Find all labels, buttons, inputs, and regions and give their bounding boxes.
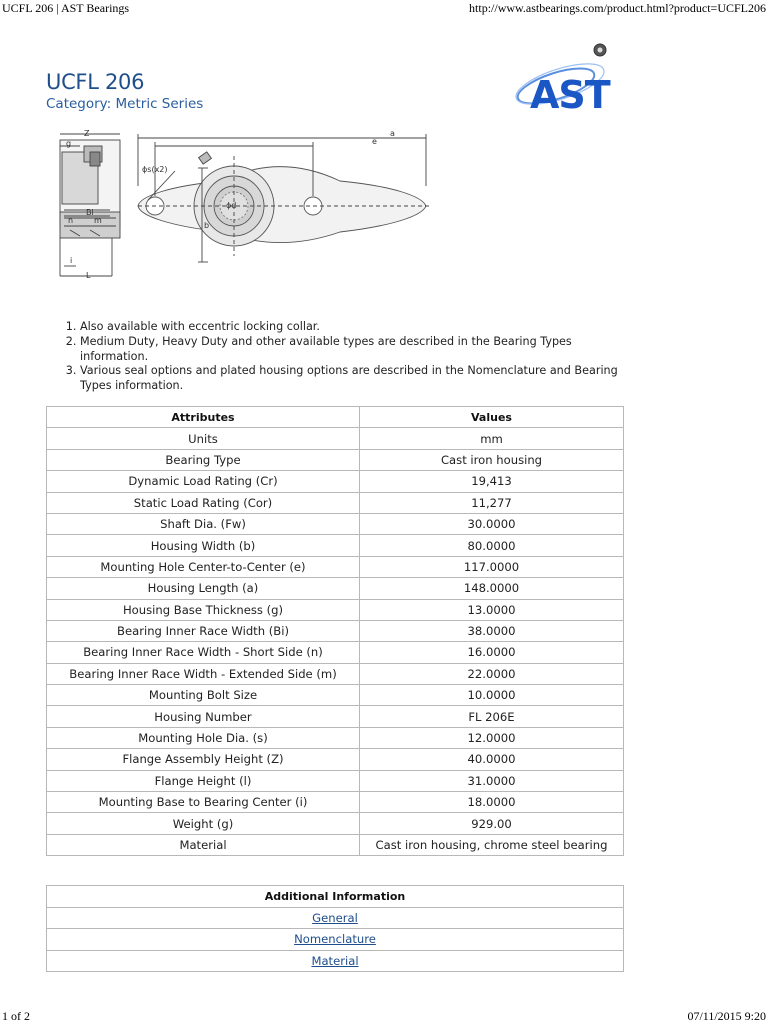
print-header (0, 0, 768, 16)
table-row (47, 449, 624, 470)
svg-text:e: e (372, 137, 377, 146)
table-row (47, 492, 624, 513)
print-footer (0, 1008, 768, 1024)
attribute-name: Mounting Bolt Size (47, 685, 360, 706)
logo-text: AST (530, 73, 610, 114)
attribute-name: Mounting Hole Center-to-Center (e) (47, 556, 360, 577)
svg-text:Z: Z (84, 129, 90, 138)
table-row (47, 950, 624, 972)
link-material[interactable]: Material (311, 953, 359, 968)
attribute-name: Bearing Inner Race Width - Extended Side (m) (47, 663, 360, 684)
attribute-value: 18.0000 (360, 792, 624, 813)
attribute-name: Bearing Inner Race Width (Bi) (47, 620, 360, 641)
table-row (47, 663, 624, 684)
attribute-value: 11,277 (360, 492, 624, 513)
attribute-name: Mounting Base to Bearing Center (i) (47, 792, 360, 813)
table-row (47, 706, 624, 727)
table-row (47, 685, 624, 706)
table-row (47, 428, 624, 449)
svg-text:ϕd: ϕd (226, 201, 237, 210)
attribute-value: Cast iron housing (360, 449, 624, 470)
attribute-value: 16.0000 (360, 642, 624, 663)
attribute-name: Static Load Rating (Cor) (47, 492, 360, 513)
attribute-value: 38.0000 (360, 620, 624, 641)
print-header-url: http://www.astbearings.com/product.html?product=UCFL206 (469, 1, 766, 15)
table-row (47, 578, 624, 599)
svg-text:n: n (68, 216, 74, 225)
table-row (47, 556, 624, 577)
attribute-name: Housing Base Thickness (g) (47, 599, 360, 620)
attribute-value: 148.0000 (360, 578, 624, 599)
attribute-value: 19,413 (360, 471, 624, 492)
table-row (47, 642, 624, 663)
attribute-value: FL 206E (360, 706, 624, 727)
ast-logo-icon (512, 40, 618, 114)
table-row (47, 599, 624, 620)
table-row (47, 471, 624, 492)
table-row (47, 513, 624, 534)
attribute-value: mm (360, 428, 624, 449)
table-header-row (47, 886, 624, 908)
attribute-value: 40.0000 (360, 749, 624, 770)
link-nomenclature[interactable]: Nomenclature (294, 932, 376, 947)
product-category: Category: Metric Series (46, 96, 204, 112)
table-row (47, 535, 624, 556)
attribute-name: Bearing Inner Race Width - Short Side (n) (47, 642, 360, 663)
svg-text:L: L (86, 271, 91, 280)
additional-info-table (46, 885, 624, 972)
table-row (47, 620, 624, 641)
attribute-name: Housing Length (a) (47, 578, 360, 599)
table-row (47, 770, 624, 791)
svg-text:ϕs(x2): ϕs(x2) (142, 165, 168, 174)
attribute-value: 929.00 (360, 813, 624, 834)
attribute-name: Bearing Type (47, 449, 360, 470)
attribute-name: Weight (g) (47, 813, 360, 834)
table-row (47, 749, 624, 770)
attributes-table (46, 406, 624, 856)
attribute-name: Material (47, 834, 360, 855)
table-row (47, 834, 624, 855)
link-general[interactable]: General (312, 910, 358, 925)
attribute-name: Housing Width (b) (47, 535, 360, 556)
additional-info-header: Additional Information (47, 886, 624, 908)
attribute-value: 30.0000 (360, 513, 624, 534)
svg-text:i: i (70, 256, 73, 265)
table-row (47, 907, 624, 929)
attribute-value: 117.0000 (360, 556, 624, 577)
attribute-name: Flange Assembly Height (Z) (47, 749, 360, 770)
note-item: 3. Various seal options and plated housing options are described in the Nomenclature and Bearing Types information. (80, 364, 640, 394)
svg-text:a: a (390, 129, 395, 138)
print-datetime: 07/11/2015 9:20 (687, 1009, 766, 1023)
table-row (47, 727, 624, 748)
svg-text:g: g (66, 139, 72, 148)
bearing-technical-drawing (50, 126, 470, 286)
svg-text:m: m (94, 216, 102, 225)
attribute-name: Units (47, 428, 360, 449)
attribute-name: Mounting Hole Dia. (s) (47, 727, 360, 748)
header-values: Values (360, 407, 624, 428)
print-header-title: UCFL 206 | AST Bearings (2, 1, 130, 15)
attribute-name: Shaft Dia. (Fw) (47, 513, 360, 534)
table-row (47, 813, 624, 834)
attribute-value: 12.0000 (360, 727, 624, 748)
notes-list (66, 320, 640, 394)
svg-text:b: b (204, 221, 210, 230)
attribute-value: 31.0000 (360, 770, 624, 791)
attribute-name: Dynamic Load Rating (Cr) (47, 471, 360, 492)
page-indicator: 1 of 2 (2, 1009, 30, 1023)
note-item: 1. Also available with eccentric locking collar. (80, 320, 640, 335)
table-row (47, 792, 624, 813)
product-title: UCFL 206 (46, 70, 145, 94)
table-row (47, 929, 624, 951)
attribute-value: 80.0000 (360, 535, 624, 556)
table-header-row (47, 407, 624, 428)
note-item: 2. Medium Duty, Heavy Duty and other available types are described in the Bearing Types information. (80, 335, 640, 365)
attribute-value: 22.0000 (360, 663, 624, 684)
attribute-name: Flange Height (l) (47, 770, 360, 791)
attribute-value: 10.0000 (360, 685, 624, 706)
attribute-value: Cast iron housing, chrome steel bearing (360, 834, 624, 855)
svg-text:Bi: Bi (86, 208, 94, 217)
attribute-value: 13.0000 (360, 599, 624, 620)
header-attributes: Attributes (47, 407, 360, 428)
attribute-name: Housing Number (47, 706, 360, 727)
